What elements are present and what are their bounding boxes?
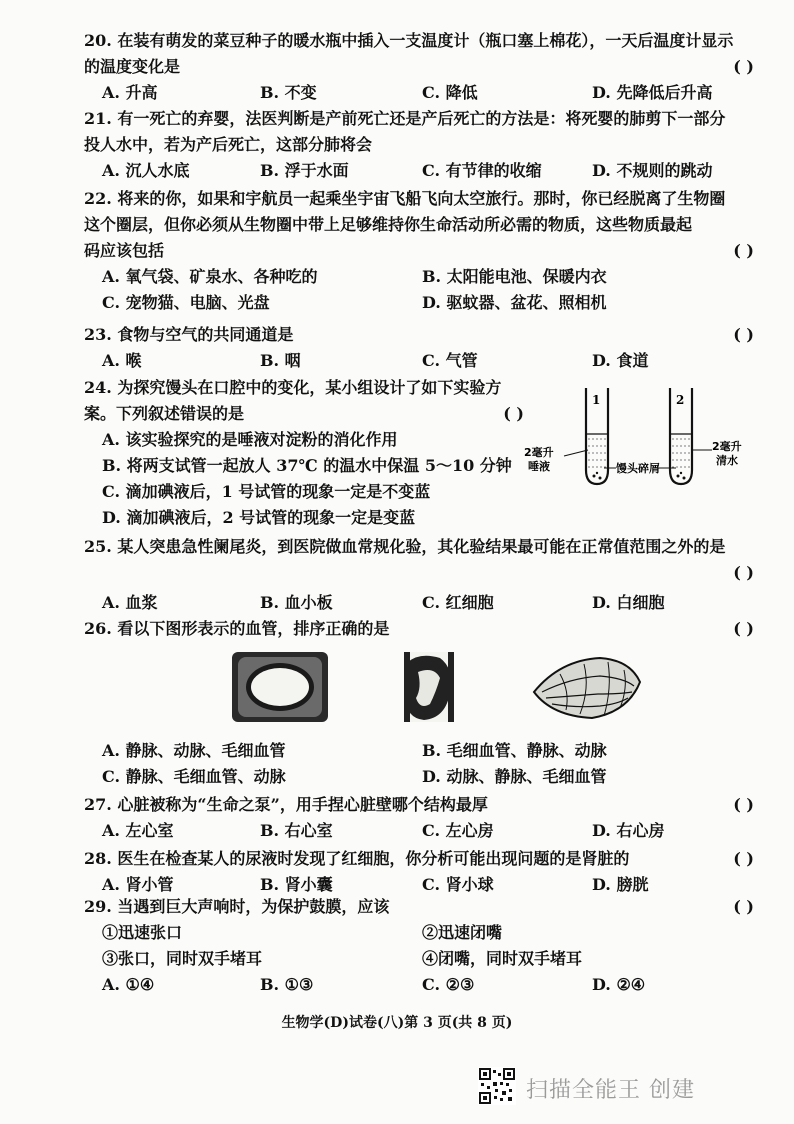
option-b: B. 不变 <box>260 83 317 102</box>
option-d: D. 先降低后升高 <box>592 83 713 102</box>
option-d: D. 白细胞 <box>592 593 665 612</box>
option-d: D. 食道 <box>592 351 649 370</box>
question-27 <box>84 792 754 844</box>
page-footer: 生物学(D)试卷(八)第 3 页(共 8 页) <box>281 1015 513 1031</box>
watermark-text: 扫描全能王 创建 <box>526 1078 695 1103</box>
option-c: C. 红细胞 <box>422 593 494 612</box>
item-4: ④闭嘴，同时双手堵耳 <box>422 949 583 968</box>
question-23-stem-text: 23. 食物与空气的共同通道是 <box>84 325 294 344</box>
options-row-1 <box>84 264 754 290</box>
option-d: D. 不规则的跳动 <box>592 161 713 180</box>
answer-blank: ( ) <box>733 325 754 344</box>
question-25-blank-line <box>84 560 754 586</box>
option-c: C. 左心房 <box>422 821 494 840</box>
tube-2-number: 2 <box>676 393 685 407</box>
answer-blank: ( ) <box>503 404 524 423</box>
answer-blank: ( ) <box>733 619 754 638</box>
option-d: D. 右心房 <box>592 821 665 840</box>
option-d: D. ②④ <box>592 975 646 994</box>
qr-code-icon <box>478 1067 516 1105</box>
question-23 <box>84 322 754 374</box>
options-row <box>84 818 754 844</box>
option-d: D. 驱蚊器、盆花、照相机 <box>422 293 607 312</box>
question-29-stem-text: 29. 当遇到巨大声响时，为保护鼓膜，应该 <box>84 897 390 916</box>
item-3: ③张口，同时双手堵耳 <box>102 949 263 968</box>
answer-blank: ( ) <box>733 849 754 868</box>
bottom-label-bread: 馒头碎屑 <box>616 462 660 475</box>
options-row <box>84 80 754 106</box>
question-24 <box>84 375 524 531</box>
question-22 <box>84 186 754 316</box>
right-label-water: 清水 <box>716 454 738 467</box>
option-b: B. 肾小囊 <box>260 875 333 894</box>
tube-1-number: 1 <box>592 393 601 407</box>
option-c: C. 滴加碘液后，1 号试管的现象一定是不变蓝 <box>102 482 431 501</box>
vessel-figure-1 <box>232 652 328 722</box>
option-a: A. 升高 <box>102 83 158 102</box>
question-22-stem-line1: 22. 将来的你，如果和宇航员一起乘坐宇宙飞船飞向太空旅行。那时，你已经脱离了生物圈 <box>84 189 726 208</box>
answer-blank: ( ) <box>733 563 754 582</box>
option-a: A. 氧气袋、矿泉水、各种吃的 <box>102 267 318 286</box>
option-c: C. 静脉、毛细血管、动脉 <box>102 767 286 786</box>
option-d: D. 动脉、静脉、毛细血管 <box>422 767 607 786</box>
question-20 <box>84 28 754 106</box>
question-21-stem-line1: 21. 有一死亡的弃婴，法医判断是产前死亡还是产后死亡的方法是：将死婴的肺剪下一部分 <box>84 109 726 128</box>
question-25 <box>84 534 754 616</box>
option-b: B. 太阳能电池、保暖内衣 <box>422 267 607 286</box>
options-row <box>84 158 754 184</box>
option-c: C. 气管 <box>422 351 478 370</box>
option-d: D. 膀胱 <box>592 875 649 894</box>
question-20-stem-text: 的温度变化是 <box>84 57 181 76</box>
option-b: B. 右心室 <box>260 821 333 840</box>
vessel-figure-3 <box>534 658 640 718</box>
question-23-stem-line1 <box>84 322 754 348</box>
question-26-stem-line1 <box>84 616 754 642</box>
items-row-2 <box>84 946 754 972</box>
question-24-stem-line2 <box>84 401 524 427</box>
answer-blank: ( ) <box>733 897 754 916</box>
question-22-stem-line2: 这个圈层，但你必须从生物圈中带上足够维持你生命活动所必需的物质，这些物质最起 <box>84 215 693 234</box>
test-tube-figure <box>516 384 766 494</box>
options-row <box>84 590 754 616</box>
option-a: A. ①④ <box>102 975 155 994</box>
options-row-2 <box>84 764 754 790</box>
options-row-1 <box>84 738 754 764</box>
question-24-stem-line1: 24. 为探究馒头在口腔中的变化，某小组设计了如下实验方 <box>84 378 502 397</box>
answer-blank: ( ) <box>733 241 754 260</box>
option-a: A. 静脉、动脉、毛细血管 <box>102 741 286 760</box>
right-label-volume: 2毫升 <box>712 440 742 453</box>
option-b: B. 血小板 <box>260 593 333 612</box>
items-row-1 <box>84 920 754 946</box>
blood-vessel-figures <box>0 648 794 728</box>
answer-blank: ( ) <box>733 795 754 814</box>
question-20-stem-line1: 20. 在装有萌发的菜豆种子的暖水瓶中插入一支温度计（瓶口塞上棉花），一天后温度计显示 <box>84 31 734 50</box>
left-label-saliva: 唾液 <box>528 460 550 473</box>
left-label-volume: 2毫升 <box>524 446 554 459</box>
options-row <box>84 972 754 998</box>
question-26-options <box>84 738 754 790</box>
question-22-stem-text: 码应该包括 <box>84 241 165 260</box>
option-c: C. 有节律的收缩 <box>422 161 542 180</box>
option-d: D. 滴加碘液后，2 号试管的现象一定是变蓝 <box>102 508 416 527</box>
item-1: ①迅速张口 <box>102 923 183 942</box>
option-b: B. ①③ <box>260 975 314 994</box>
question-26 <box>84 616 754 642</box>
option-b: B. 咽 <box>260 351 301 370</box>
option-b: B. 将两支试管一起放人 37℃ 的温水中保温 5～10 分钟 <box>102 456 512 475</box>
scanner-watermark <box>478 1067 738 1111</box>
option-a: A. 沉人水底 <box>102 161 190 180</box>
test-tube-1 <box>586 388 608 484</box>
options-row-2 <box>84 290 754 316</box>
question-28 <box>84 846 754 898</box>
question-21-stem-line2: 投人水中，若为产后死亡，这部分肺将会 <box>84 135 373 154</box>
question-27-stem-line1 <box>84 792 754 818</box>
question-21 <box>84 106 754 184</box>
question-25-stem-line1: 25. 某人突患急性阑尾炎，到医院做血常规化验，其化验结果最可能在正常值范围之外的是 <box>84 537 726 556</box>
question-26-stem-text: 26. 看以下图形表示的血管，排序正确的是 <box>84 619 390 638</box>
question-20-stem-line2 <box>84 54 754 80</box>
question-29-stem-line1 <box>84 894 754 920</box>
option-a: A. 血浆 <box>102 593 158 612</box>
question-24-stem-text: 案。下列叙述错误的是 <box>84 404 245 423</box>
question-29 <box>84 894 754 998</box>
option-a: A. 喉 <box>102 351 142 370</box>
option-b: B. 毛细血管、静脉、动脉 <box>422 741 607 760</box>
answer-blank: ( ) <box>733 57 754 76</box>
option-c: C. ②③ <box>422 975 475 994</box>
option-a: A. 肾小管 <box>102 875 174 894</box>
vessel-figure-2 <box>404 652 454 722</box>
options-row <box>84 348 754 374</box>
option-c: C. 肾小球 <box>422 875 494 894</box>
option-a: A. 左心室 <box>102 821 174 840</box>
question-28-stem-line1 <box>84 846 754 872</box>
question-22-stem-line3 <box>84 238 754 264</box>
item-2: ②迅速闭嘴 <box>422 923 503 942</box>
option-c: C. 降低 <box>422 83 478 102</box>
option-c: C. 宠物猫、电脑、光盘 <box>102 293 270 312</box>
test-tube-2 <box>670 388 692 484</box>
question-28-stem-text: 28. 医生在检查某人的尿液时发现了红细胞，你分析可能出现问题的是肾脏的 <box>84 849 630 868</box>
option-b: B. 浮于水面 <box>260 161 349 180</box>
question-27-stem-text: 27. 心脏被称为“生命之泵”，用手捏心脏壁哪个结构最厚 <box>84 795 488 814</box>
option-a: A. 该实验探究的是唾液对淀粉的消化作用 <box>102 430 398 449</box>
